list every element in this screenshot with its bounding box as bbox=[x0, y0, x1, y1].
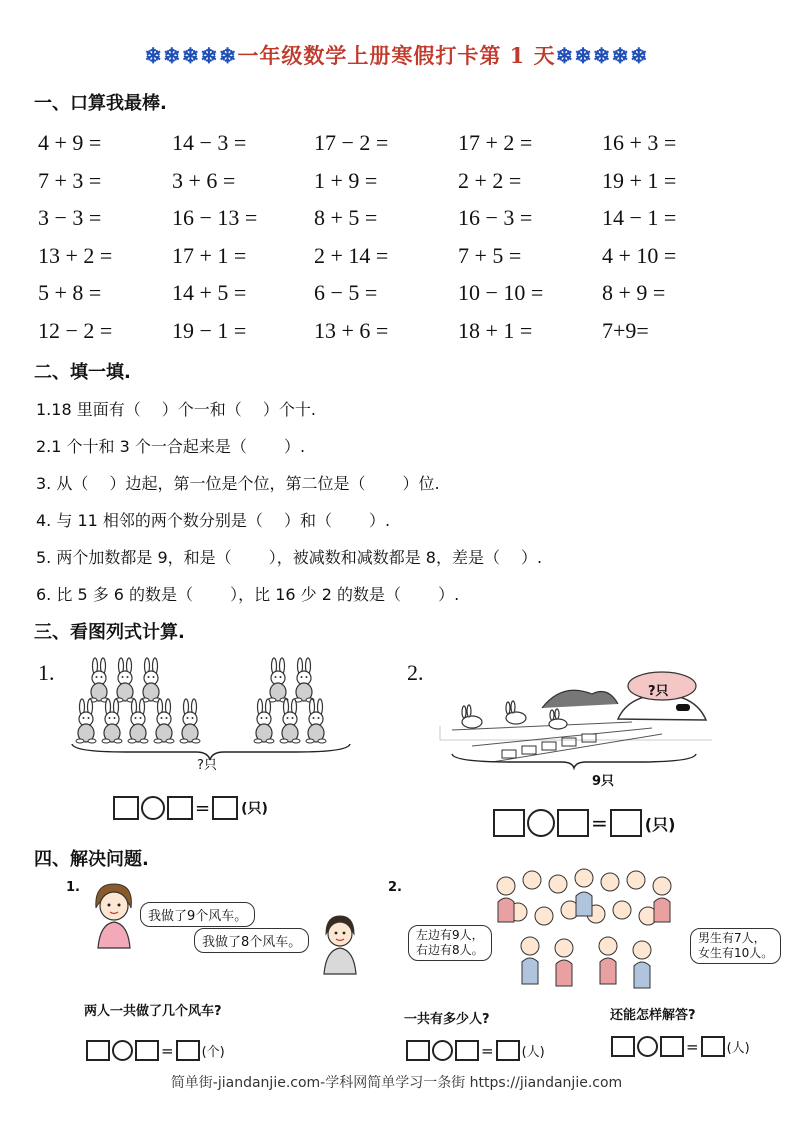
oral-calc-item: 16 + 3 = bbox=[602, 130, 677, 155]
problem-2-question-b: 还能怎样解答? bbox=[610, 1008, 696, 1023]
answer-box[interactable] bbox=[135, 1040, 159, 1061]
answer-box[interactable] bbox=[557, 809, 589, 837]
problem-1-equation bbox=[86, 1040, 225, 1061]
answer-box[interactable] bbox=[455, 1040, 479, 1061]
rabbits-to-cave-illustration bbox=[432, 664, 722, 774]
oral-calc-item: 16 − 13 = bbox=[172, 205, 258, 230]
oral-calc-item: 8 + 9 = bbox=[602, 280, 666, 305]
answer-box[interactable] bbox=[176, 1040, 200, 1061]
bubble-line: 女生有10人。 bbox=[698, 946, 774, 960]
oral-calc-item: 17 + 2 = bbox=[458, 130, 533, 155]
speech-bubble-boy: 我做了8个风车。 bbox=[194, 928, 309, 953]
oral-calc-item: 18 + 1 = bbox=[458, 317, 533, 343]
answer-box[interactable] bbox=[701, 1036, 725, 1057]
operator-circle[interactable] bbox=[141, 796, 165, 820]
oral-calc-item: 10 − 10 = bbox=[458, 280, 544, 305]
oral-calc-item: 6 − 5 = bbox=[314, 280, 378, 305]
unit-label: (只) bbox=[241, 801, 268, 817]
oral-calc-item: 14 + 5 = bbox=[172, 280, 247, 305]
title-text: 一年级数学上册寒假打卡第 1 天 bbox=[237, 43, 556, 68]
problem-2-question-a: 一共有多少人? bbox=[404, 1012, 490, 1027]
picture-2-hill-label: ?只 bbox=[648, 684, 669, 699]
picture-2-equation bbox=[493, 809, 675, 837]
girl-illustration bbox=[84, 878, 142, 950]
oral-calc-item: 7 + 5 = bbox=[458, 242, 522, 268]
answer-box[interactable] bbox=[611, 1036, 635, 1057]
oral-calc-item: 8 + 5 = bbox=[314, 205, 378, 230]
problem-2-equation-a bbox=[406, 1040, 545, 1061]
answer-box[interactable] bbox=[212, 796, 238, 820]
boy-illustration bbox=[316, 912, 364, 976]
oral-calc-row bbox=[38, 243, 758, 273]
equals-sign: = bbox=[686, 1037, 699, 1056]
answer-box[interactable] bbox=[86, 1040, 110, 1061]
snowflake-deco-right: ❄❄❄❄❄ bbox=[555, 43, 649, 68]
oral-calc-item: 12 − 2 = bbox=[38, 317, 113, 343]
speech-bubble-boys-girls bbox=[690, 928, 781, 964]
oral-calc-item: 17 + 1 = bbox=[172, 242, 247, 268]
oral-calc-item: 17 − 2 = bbox=[314, 130, 389, 155]
operator-circle[interactable] bbox=[637, 1036, 658, 1057]
oral-calc-row bbox=[38, 280, 758, 310]
picture-1-number: 1. bbox=[38, 660, 55, 685]
equals-sign: = bbox=[481, 1041, 494, 1060]
bubble-line: 左边有9人， bbox=[416, 928, 484, 942]
bubble-line: 右边有8人。 bbox=[416, 943, 484, 957]
fill-item-3: 3. 从（ ）边起，第一位是个位，第二位是（ ）位. bbox=[36, 474, 440, 493]
problem-2-number: 2. bbox=[388, 880, 402, 895]
operator-circle[interactable] bbox=[432, 1040, 453, 1061]
section-heading-oral: 一、口算我最棒. bbox=[34, 93, 167, 114]
fill-item-2: 2.1 个十和 3 个一合起来是（ ）. bbox=[36, 437, 306, 456]
problem-1-question: 两人一共做了几个风车? bbox=[84, 1004, 222, 1019]
picture-2-count-label: 9只 bbox=[592, 774, 615, 789]
fill-item-6: 6. 比 5 多 6 的数是（ ），比 16 少 2 的数是（ ）. bbox=[36, 585, 460, 604]
oral-calc-item: 19 − 1 = bbox=[172, 317, 247, 343]
unit-label: (个) bbox=[201, 1045, 225, 1060]
fill-item-4: 4. 与 11 相邻的两个数分别是（ ）和（ ）. bbox=[36, 511, 391, 530]
picture-2-number: 2. bbox=[407, 660, 424, 685]
answer-box[interactable] bbox=[493, 809, 525, 837]
oral-calc-item: 2 + 2 = bbox=[458, 167, 522, 193]
oral-calc-item: 19 + 1 = bbox=[602, 167, 677, 193]
oral-calc-item: 16 − 3 = bbox=[458, 205, 533, 230]
page-title bbox=[0, 40, 793, 70]
oral-calc-item: 13 + 2 = bbox=[38, 242, 113, 268]
section-heading-fill: 二、填一填. bbox=[34, 362, 131, 383]
section-heading-problems: 四、解决问题. bbox=[34, 849, 149, 870]
equals-sign: = bbox=[591, 811, 608, 835]
children-crowd-illustration bbox=[484, 862, 690, 992]
answer-box[interactable] bbox=[167, 796, 193, 820]
fill-item-1: 1.18 里面有（ ）个一和（ ）个十. bbox=[36, 400, 316, 419]
picture-1-total-label: ?只 bbox=[197, 758, 217, 773]
oral-calc-item: 7 + 3 = bbox=[38, 167, 102, 193]
operator-circle[interactable] bbox=[112, 1040, 133, 1061]
oral-calc-row bbox=[38, 130, 758, 160]
unit-label: (人) bbox=[521, 1045, 545, 1060]
problem-1-number: 1. bbox=[66, 880, 80, 895]
oral-calc-item: 13 + 6 = bbox=[314, 317, 389, 343]
section-heading-picture: 三、看图列式计算. bbox=[34, 622, 185, 643]
oral-calc-item: 3 − 3 = bbox=[38, 205, 102, 230]
unit-label: (人) bbox=[726, 1041, 750, 1056]
oral-calc-item: 3 + 6 = bbox=[172, 167, 236, 193]
footer-watermark: 简单街-jiandanjie.com-学科网简单学习一条街 https://jiandanjie.com bbox=[170, 1075, 623, 1091]
oral-calc-item: 1 + 9 = bbox=[314, 167, 378, 193]
oral-calc-row bbox=[38, 168, 758, 198]
snowflake-deco-left: ❄❄❄❄❄ bbox=[144, 43, 238, 68]
operator-circle[interactable] bbox=[527, 809, 555, 837]
oral-calc-row bbox=[38, 205, 758, 235]
equals-sign: = bbox=[195, 797, 211, 819]
oral-calc-item: 2 + 14 = bbox=[314, 242, 389, 268]
oral-calc-item: 4 + 9 = bbox=[38, 130, 102, 155]
problem-2-equation-b bbox=[611, 1036, 750, 1057]
speech-bubble-girl: 我做了9个风车。 bbox=[140, 902, 255, 927]
picture-1-equation bbox=[113, 796, 268, 820]
unit-label: (只) bbox=[644, 814, 676, 834]
equals-sign: = bbox=[161, 1041, 174, 1060]
oral-calc-item: 14 − 1 = bbox=[602, 205, 677, 230]
answer-box[interactable] bbox=[610, 809, 642, 837]
oral-calc-item: 5 + 8 = bbox=[38, 280, 102, 305]
answer-box[interactable] bbox=[496, 1040, 520, 1061]
bubble-line: 男生有7人， bbox=[698, 931, 766, 945]
answer-box[interactable] bbox=[113, 796, 139, 820]
oral-calc-item: 14 − 3 = bbox=[172, 130, 247, 155]
oral-calc-row bbox=[38, 318, 758, 348]
oral-calc-item: 7+9= bbox=[602, 317, 649, 343]
answer-box[interactable] bbox=[660, 1036, 684, 1057]
answer-box[interactable] bbox=[406, 1040, 430, 1061]
fill-item-5: 5. 两个加数都是 9，和是（ ），被减数和减数都是 8，差是（ ）. bbox=[36, 548, 543, 567]
speech-bubble-left-right bbox=[408, 925, 492, 961]
oral-calc-item: 4 + 10 = bbox=[602, 242, 677, 268]
